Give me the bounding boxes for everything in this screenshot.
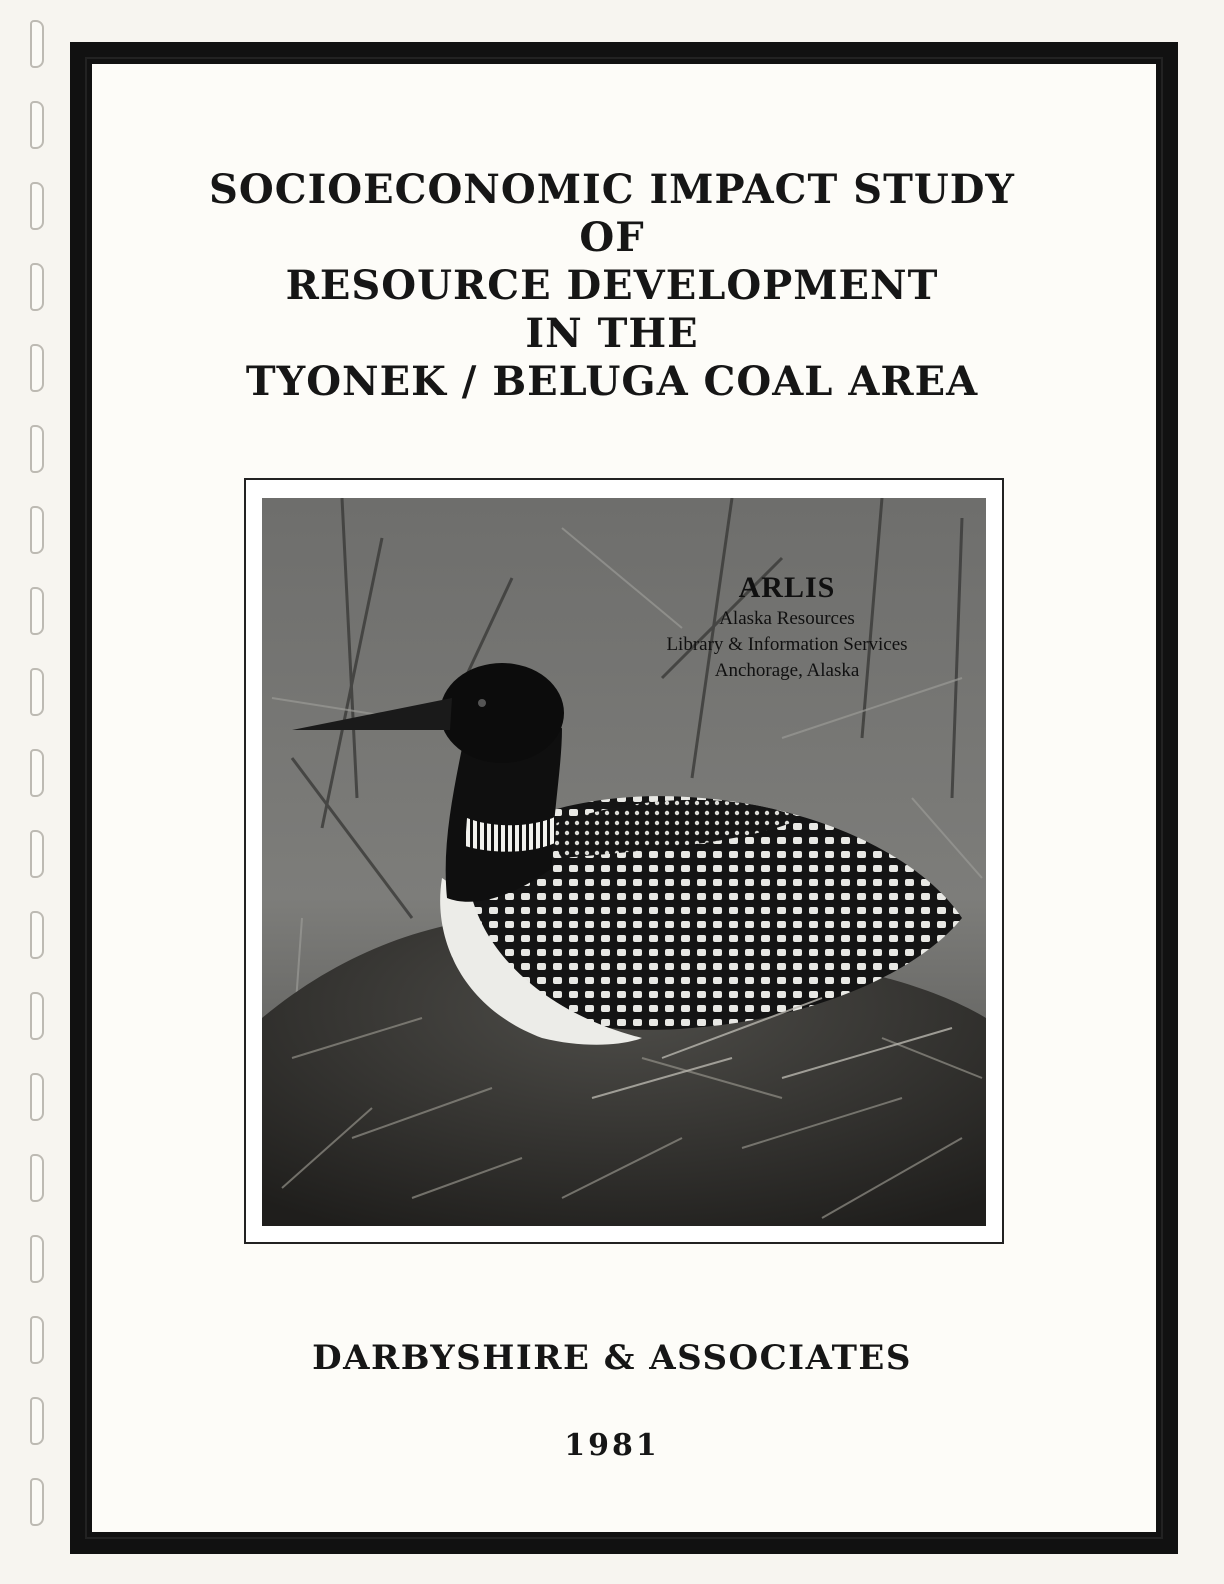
title-line: RESOURCE DEVELOPMENT bbox=[285, 262, 939, 309]
report-title bbox=[0, 166, 1224, 406]
binding-ring bbox=[30, 911, 44, 959]
library-stamp bbox=[622, 570, 952, 684]
loon-photo bbox=[262, 498, 986, 1226]
binding-ring bbox=[30, 992, 44, 1040]
stamp-line: Anchorage, Alaska bbox=[714, 660, 860, 681]
binding-ring bbox=[30, 1154, 44, 1202]
title-line: SOCIOECONOMIC IMPACT STUDY bbox=[209, 166, 1015, 213]
publication-year: 1981 bbox=[564, 1428, 660, 1463]
binding-ring bbox=[30, 1235, 44, 1283]
binding-ring bbox=[30, 506, 44, 554]
photo-frame bbox=[244, 478, 1004, 1244]
stamp-name: ARLIS bbox=[738, 571, 836, 604]
title-line: OF bbox=[579, 214, 645, 261]
stamp-line: Library & Information Services bbox=[666, 634, 908, 655]
binding-ring bbox=[30, 101, 44, 149]
binding-ring bbox=[30, 425, 44, 473]
title-line: TYONEK / BELUGA COAL AREA bbox=[245, 358, 979, 405]
binding-ring bbox=[30, 20, 44, 68]
binding-ring bbox=[30, 668, 44, 716]
binding-ring bbox=[30, 587, 44, 635]
title-line: IN THE bbox=[525, 310, 699, 357]
binding-ring bbox=[30, 1073, 44, 1121]
binding-ring bbox=[30, 1478, 44, 1526]
binding-ring bbox=[30, 749, 44, 797]
binding-ring bbox=[30, 830, 44, 878]
stamp-line: Alaska Resources bbox=[719, 608, 855, 629]
author-name: DARBYSHIRE & ASSOCIATES bbox=[312, 1338, 912, 1378]
